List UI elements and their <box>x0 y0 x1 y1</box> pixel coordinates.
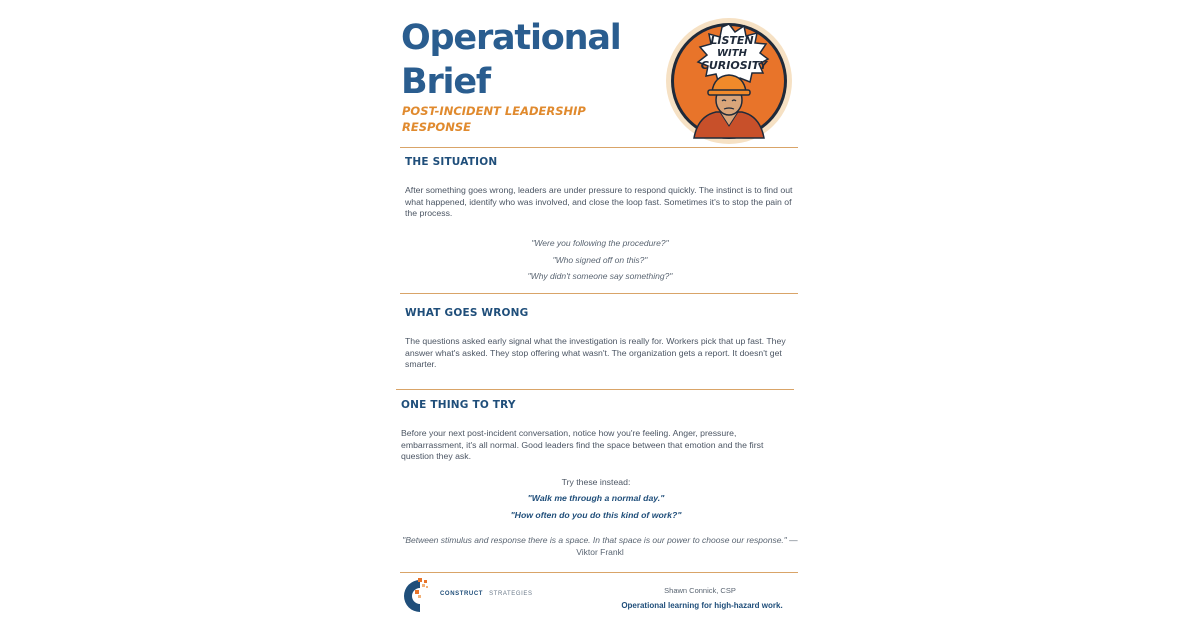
situation-quote-1: "Were you following the procedure?" <box>531 238 669 248</box>
try-intro: Try these instead: <box>561 477 631 487</box>
situation-body: After something goes wrong, leaders are under pressure to respond quickly. The instinct is to find out what happened, identify who was involved, and close the loop fast. Sometimes it's to stop the pain of the process. <box>405 185 793 219</box>
frankl-attribution: — Viktor Frankl <box>576 535 798 557</box>
try-body: Before your next post-incident conversation, notice how you're feeling. Anger, pressure, embarrassment, it's all normal. Good leaders find the space between that emotion and the first question they ask. <box>401 428 764 462</box>
divider-2 <box>400 293 798 294</box>
badge-text-line-2: WITH <box>717 48 747 59</box>
divider-1 <box>400 147 798 148</box>
divider-4 <box>400 572 798 573</box>
wrong-heading: WHAT GOES WRONG <box>405 307 529 319</box>
try-question-1: "Walk me through a normal day." <box>527 493 665 503</box>
logo-sub: STRATEGIES <box>489 591 533 597</box>
title-line-1: Operational <box>401 18 621 58</box>
situation-heading: THE SITUATION <box>405 156 498 168</box>
title-line-2: Brief <box>401 62 490 102</box>
divider-3 <box>396 389 794 390</box>
logo-name: CONSTRUCT <box>440 591 484 597</box>
footer-tagline: Operational learning for high-hazard work. <box>621 601 783 610</box>
try-question-2: "How often do you do this kind of work?" <box>510 510 682 520</box>
frankl-quote-block <box>400 535 800 558</box>
situation-quote-2: "Who signed off on this?" <box>552 255 648 265</box>
listen-with-curiosity-badge <box>664 16 794 146</box>
badge-text-line-3: CURIOSITY <box>700 59 768 72</box>
construct-strategies-logo-icon <box>398 576 438 616</box>
wrong-body: The questions asked early signal what the investigation is really for. Workers pick that up fast. They answer what's asked. They stop offering what wasn't. The organization gets a report. It doesn't get smarter. <box>405 336 786 370</box>
situation-quote-3: "Why didn't someone say something?" <box>527 271 673 281</box>
try-heading: ONE THING TO TRY <box>401 399 516 411</box>
logo-wordmark <box>440 591 533 597</box>
frankl-quote: "Between stimulus and response there is a space. In that space is our power to choose our response." <box>402 535 787 545</box>
badge-text-line-1: LISTEN <box>710 34 754 47</box>
page-title <box>401 16 661 104</box>
page-subtitle: POST-INCIDENT LEADERSHIP RESPONSE <box>402 104 586 134</box>
author-name: Shawn Connick, CSP <box>664 586 736 595</box>
